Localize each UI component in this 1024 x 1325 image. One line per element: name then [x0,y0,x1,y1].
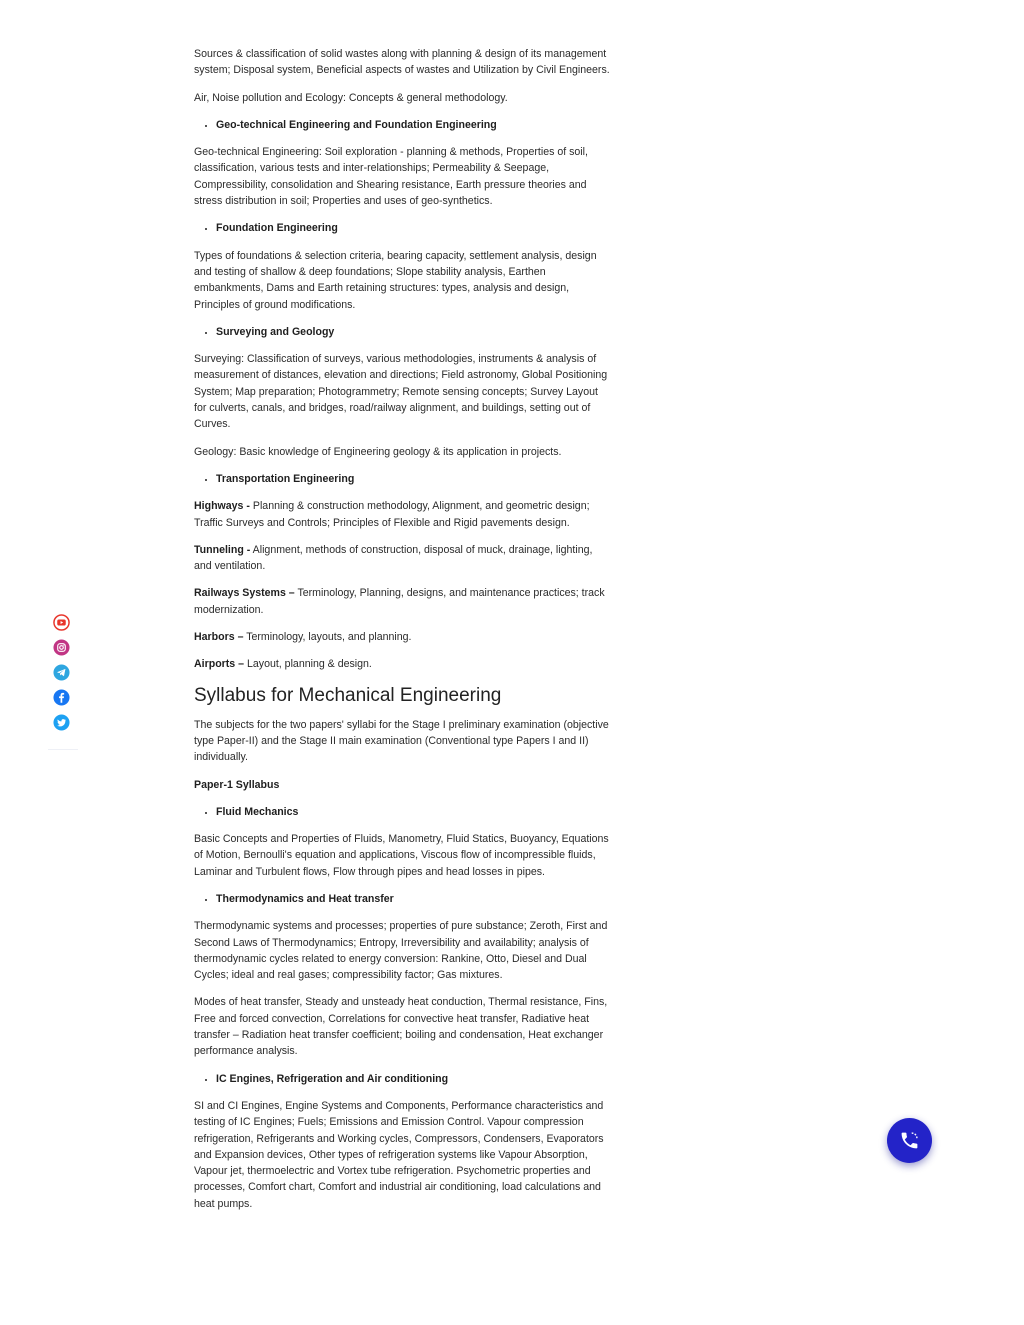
social-bar [48,610,78,750]
bullet-list [194,324,612,340]
bullet-geotech: • Geo-technical Engineering and Foundation Engineering [216,117,612,133]
paragraph-solid-waste: Sources & classification of solid wastes along with planning & design of its management system; Disposal system, Beneficial aspects of wastes and Utilization by Civil Engineers. [194,48,610,77]
bullet-thermo: • Thermodynamics and Heat transfer [216,891,612,907]
paragraph-surveying: Surveying: Classification of surveys, various methodologies, instruments & analysis of measurement of distances, elevation and directions; Field astronomy, Global Positioning System; Map preparation; Photogrammetry; Remote sensing concepts; Survey Layout for culverts, canals, and bridges, road/railway alignment, and buildings, setting out of Curves. [194,353,608,431]
tunneling-label: Tunneling - [194,543,251,556]
paragraph-geology: Geology: Basic knowledge of Engineering geology & its application in projects. [194,445,562,458]
facebook-icon[interactable] [53,689,70,706]
instagram-icon[interactable] [53,639,70,656]
youtube-icon[interactable] [53,614,70,631]
section-heading-mechanical: Syllabus for Mechanical Engineering [194,684,502,706]
bullet-ic: • IC Engines, Refrigeration and Air conditioning [216,1071,612,1087]
paragraph-highways [194,498,612,531]
bullet-list [194,804,612,820]
bullet-list [194,1071,612,1087]
paper-1-label: Paper-1 Syllabus [194,778,280,791]
paragraph-thermo: Thermodynamic systems and processes; properties of pure substance; Zeroth, First and Second Laws of Thermodynamics; Entropy, Irreversibility and availability; analysis of thermodynamic cycles related to energy conversion: Rankine, Otto, Diesel and Dual Cycles; ideal and real gases; compressibility factor; Gas mixtures. [194,920,608,982]
paragraph-foundation: Types of foundations & selection criteria, bearing capacity, settlement analysis, design and testing of shallow & deep foundations; Slope stability analysis, Earthen embankments, Dams and Earth retaining structures: types, analysis and design, Principles of ground modifications. [194,249,597,311]
bullet-foundation: • Foundation Engineering [216,220,612,236]
article-content [194,46,612,1223]
bullet-list [194,117,612,133]
airports-text: Layout, planning & design. [244,658,372,671]
bullet-list [194,891,612,907]
paragraph-air-noise: Air, Noise pollution and Ecology: Concepts & general methodology. [194,91,508,104]
paragraph-heat: Modes of heat transfer, Steady and unsteady heat conduction, Thermal resistance, Fins, Free and forced convection, Correlations for convective heat transfer, Radiative heat transfer – Radiation heat transfer coefficient; boiling and condensation, Heat exchanger performance analysis. [194,996,608,1058]
paragraph-geotech: Geo-technical Engineering: Soil exploration - planning & methods, Properties of soil, classification, various tests and inter-relationships; Permeability & Seepage, Compressibility, consolidation and Shearing resistance, Earth pressure theories and stress distribution in soil; Properties and uses of geo-synthetics. [194,146,588,208]
highways-text: Planning & construction methodology, Alignment, and geometric design; Traffic Surveys and Controls; Principles of Flexible and Rigid pavements design. [194,500,590,529]
highways-label: Highways - [194,500,250,513]
paragraph-tunneling [194,542,612,575]
bullet-surveying: • Surveying and Geology [216,324,612,340]
harbors-text: Terminology, layouts, and planning. [243,631,412,644]
paragraph-mech-intro: The subjects for the two papers' syllabi for the Stage I preliminary examination (objective type Paper-II) and the Stage II main examination (Conventional type Papers I and II) individually. [194,718,609,764]
harbors-label: Harbors – [194,631,244,644]
telegram-icon[interactable] [53,664,70,681]
paragraph-harbors [194,629,612,645]
bullet-list [194,220,612,236]
paragraph-airports [194,656,612,672]
railways-text: Terminology, Planning, designs, and maintenance practices; track modernization. [194,587,605,616]
paragraph-fluid: Basic Concepts and Properties of Fluids, Manometry, Fluid Statics, Buoyancy, Equations of Motion, Bernoulli's equation and applications, Viscous flow of incompressible fluids, Laminar and Turbulent flows, Flow through pipes and head losses in pipes. [194,833,609,878]
paragraph-ic: SI and CI Engines, Engine Systems and Components, Performance characteristics and testing of IC Engines; Fuels; Emissions and Emission Control. Vapour compression refrigeration, Refrigerants and Working cycles, Compressors, Condensers, Evaporators and Expansion devices, Other types of refrigeration systems like Vapour Absorption, Vapour jet, thermoelectric and Vortex tube refrigeration. Psychometric properties and processes, Comfort chart, Comfort and industrial air conditioning, load calculations and heat pumps. [194,1099,604,1210]
twitter-icon[interactable] [53,714,70,731]
paragraph-railways [194,585,612,618]
phone-icon [899,1130,920,1151]
bullet-fluid: • Fluid Mechanics [216,804,612,820]
bullet-transport: • Transportation Engineering [216,471,612,487]
railways-label: Railways Systems – [194,587,295,600]
bullet-list [194,471,612,487]
airports-label: Airports – [194,658,245,671]
tunneling-text: Alignment, methods of construction, disposal of muck, drainage, lighting, and ventilation. [194,543,593,573]
call-button[interactable] [887,1118,932,1163]
